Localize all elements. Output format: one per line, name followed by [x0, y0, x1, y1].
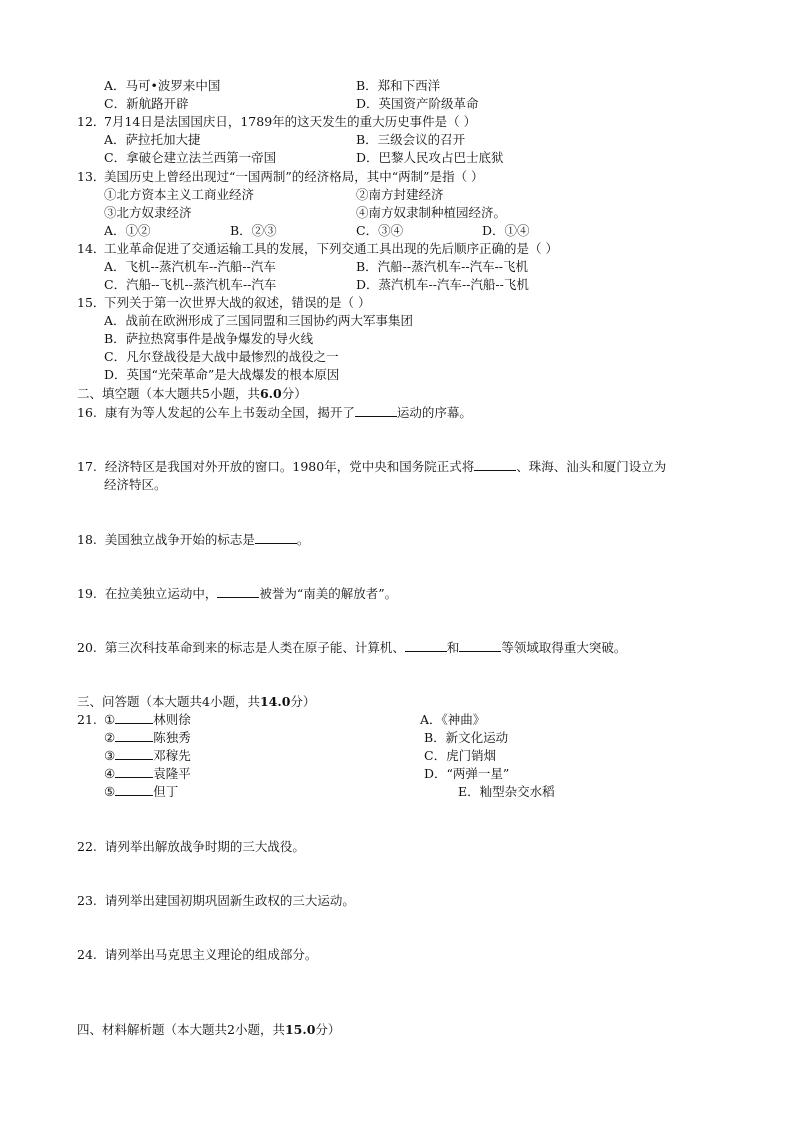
q22-line — [77, 838, 305, 856]
q12-option-a: A．萨拉托加大捷 — [104, 132, 201, 147]
q14-option-a: A．飞机--蒸汽机车--汽船--汽车 — [104, 259, 276, 274]
q21-number: 21. — [77, 712, 97, 727]
q19-number: 19. — [77, 586, 97, 601]
section2-score: 6.0 — [259, 386, 282, 401]
q20-answer-blank-1[interactable] — [405, 639, 447, 652]
section4-heading-pre: 四、材料解析题（本大题共2小题，共 — [77, 1022, 285, 1037]
q21-left-mark: ④ — [104, 766, 116, 781]
q24-number: 24. — [77, 947, 97, 962]
q13-statement-1: ①北方资本主义工商业经济 — [104, 187, 255, 202]
q14-option-c: C．汽船--飞机--蒸汽机车--汽车 — [104, 277, 277, 292]
q14-option-d: D．蒸汽机车--汽车--汽船--飞机 — [356, 277, 529, 292]
section3-score: 14.0 — [259, 694, 291, 709]
q21-left-mark: ① — [104, 712, 116, 727]
q16-text-pre: 康有为等人发起的公车上书轰动全国，揭开了 — [104, 405, 355, 420]
q17-text-line2: 经济特区。 — [104, 477, 167, 492]
q21-left-name: 邓稼先 — [153, 748, 191, 763]
q18-number: 18. — [77, 532, 97, 547]
q11-option-d: D．英国资产阶级革命 — [356, 96, 479, 111]
q21-right-option: B．新文化运动 — [424, 730, 509, 745]
q24-line — [77, 946, 317, 964]
q21-left-name: 林则徐 — [153, 712, 191, 727]
q19-answer-blank[interactable] — [217, 585, 259, 598]
q21-right-option: A．《神曲》 — [420, 712, 486, 727]
q20-line — [77, 639, 626, 657]
q17-text-pre: 经济特区是我国对外开放的窗口。1980年，党中央和国务院正式将 — [104, 459, 475, 474]
q11-option-c: C．新航路开辟 — [104, 96, 189, 111]
q13-option-a: A．①② — [104, 223, 151, 238]
q19-text-pre: 在拉美独立运动中， — [104, 586, 218, 601]
q21-right-option: D．“两弹一星” — [424, 766, 510, 781]
q13-option-c: C．③④ — [356, 223, 404, 238]
q21-left-name: 陈独秀 — [153, 730, 191, 745]
q14-option-b: B．汽船--蒸汽机车--汽车--飞机 — [356, 259, 529, 274]
q21-right-option: C．虎门销烟 — [424, 748, 497, 763]
q21-left-mark: ② — [104, 730, 116, 745]
q21-answer-blank[interactable] — [115, 765, 153, 778]
q21-left-name: 袁隆平 — [153, 766, 191, 781]
q15-option-d: D．英国“光荣革命”是大战爆发的根本原因 — [104, 367, 340, 382]
q18-text-post: 。 — [296, 532, 310, 547]
q18-text-pre: 美国独立战争开始的标志是 — [104, 532, 255, 547]
section2-heading-pre: 二、填空题（本大题共5小题，共 — [77, 386, 260, 401]
q15-option-a: A．战前在欧洲形成了三国同盟和三国协约两大军事集团 — [104, 313, 414, 328]
q12-option-c: C．拿破仑建立法兰西第一帝国 — [104, 150, 277, 165]
q21-left-mark: ③ — [104, 748, 116, 763]
q14-number: 14． — [77, 241, 106, 256]
q15-stem: 下列关于第一次世界大战的叙述，错误的是（ ） — [104, 295, 371, 310]
q21-left-item — [104, 729, 191, 747]
q23-text: 请列举出建国初期巩固新生政权的三大运动。 — [104, 893, 355, 908]
q18-line — [77, 531, 309, 549]
section2-heading-post: 分） — [281, 386, 307, 401]
q20-text-pre: 第三次科技革命到来的标志是人类在原子能、计算机、 — [104, 640, 405, 655]
q12-stem: 7月14日是法国国庆日，1789年的这天发生的重大历史事件是（ ） — [104, 114, 477, 129]
section4-score: 15.0 — [284, 1022, 316, 1037]
q16-answer-blank[interactable] — [355, 404, 397, 417]
section-heading-fill-blank — [77, 385, 307, 403]
q17-line — [77, 458, 666, 476]
q15-number: 15． — [77, 295, 106, 310]
q17-number: 17. — [77, 459, 97, 474]
q11-option-a: A．马可•波罗来中国 — [104, 78, 221, 93]
q23-number: 23. — [77, 893, 97, 908]
q13-option-d: D．①④ — [482, 223, 530, 238]
q21-answer-blank[interactable] — [115, 729, 153, 742]
q13-number: 13． — [77, 169, 106, 184]
q23-line — [77, 892, 355, 910]
q13-statement-2: ②南方封建经济 — [356, 187, 444, 202]
q20-number: 20. — [77, 640, 97, 655]
section-heading-qa — [77, 693, 315, 711]
q21-left-item — [104, 747, 191, 765]
q15-option-b: B．萨拉热窝事件是战争爆发的导火线 — [104, 331, 314, 346]
section3-heading-pre: 三、问答题（本大题共4小题，共 — [77, 694, 260, 709]
q17-text-post: 、珠海、汕头和厦门设立为 — [516, 459, 667, 474]
q21-left-item — [104, 711, 191, 729]
q16-number: 16. — [77, 405, 97, 420]
q21-left-item — [104, 765, 191, 783]
q18-answer-blank[interactable] — [255, 531, 297, 544]
q21-left-mark: ⑤ — [104, 784, 116, 799]
q17-answer-blank[interactable] — [474, 458, 516, 471]
q20-answer-blank-2[interactable] — [459, 639, 501, 652]
q21-answer-blank[interactable] — [115, 711, 153, 724]
q13-statement-3: ③北方奴隶经济 — [104, 205, 192, 220]
q22-text: 请列举出解放战争时期的三大战役。 — [104, 839, 305, 854]
q15-option-c: C．凡尔登战役是大战中最惨烈的战役之一 — [104, 349, 339, 364]
q20-text-post: 等领域取得重大突破。 — [501, 640, 627, 655]
section3-heading-post: 分） — [290, 694, 316, 709]
q24-text: 请列举出马克思主义理论的组成部分。 — [104, 947, 318, 962]
q21-right-option: E．籼型杂交水稻 — [458, 784, 555, 799]
q19-text-post: 被誉为“南美的解放者”。 — [259, 586, 398, 601]
q21-answer-blank[interactable] — [115, 783, 153, 796]
q12-option-d: D．巴黎人民攻占巴士底狱 — [356, 150, 504, 165]
q16-line — [77, 404, 472, 422]
q20-text-mid: 和 — [446, 640, 460, 655]
q14-stem: 工业革命促进了交通运输工具的发展，下列交通工具出现的先后顺序正确的是（ ） — [104, 241, 558, 256]
q11-option-b: B．郑和下西洋 — [356, 78, 441, 93]
q13-statement-4: ④南方奴隶制种植园经济。 — [356, 205, 507, 220]
q12-number: 12． — [77, 114, 106, 129]
q16-text-post: 运动的序幕。 — [396, 405, 472, 420]
q21-left-name: 但丁 — [153, 784, 179, 799]
q22-number: 22. — [77, 839, 97, 854]
q21-answer-blank[interactable] — [115, 747, 153, 760]
q21-left-item — [104, 783, 178, 801]
section-heading-material — [77, 1021, 340, 1039]
q13-stem: 美国历史上曾经出现过“一国两制”的经济格局，其中“两制”是指（ ） — [104, 169, 484, 184]
section4-heading-post: 分） — [315, 1022, 341, 1037]
q13-option-b: B．②③ — [230, 223, 277, 238]
q19-line — [77, 585, 397, 603]
q12-option-b: B．三级会议的召开 — [356, 132, 466, 147]
